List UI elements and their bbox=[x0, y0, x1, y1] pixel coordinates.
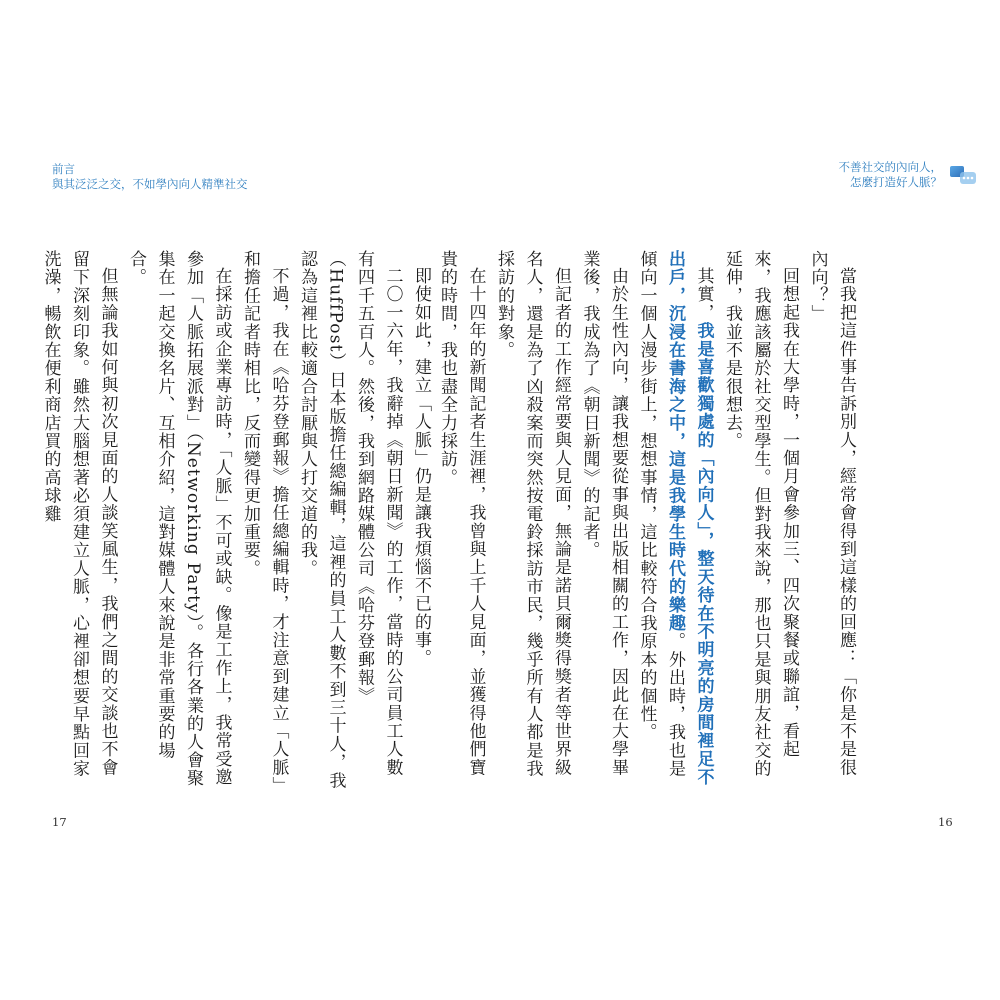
paragraph: 在十四年的新聞記者生涯裡，我曾與上千人見面，並獲得他們寶貴的時間，我也盡全力採訪。 bbox=[437, 250, 486, 777]
chapter-subtitle: 與其泛泛之交，不如學內向人精準社交 bbox=[52, 177, 248, 191]
speech-bubble-icon bbox=[948, 160, 982, 194]
paragraph: 回想起我在大學時，一個月會參加三、四次聚餐或聯誼，看起來，我應該屬於社交型學生。但對我來說，那也只是與朋友社交的延伸，我並不是很想去。 bbox=[722, 250, 799, 778]
right-running-header bbox=[839, 160, 943, 190]
paragraph: 但無論我如何與初次見面的人談笑風生，我們之間的交談也不會留下深刻印象。雖然大腦想著必須建立人脈，心裡卻想要早點回家洗澡，暢飲在便利商店買的高球雞 bbox=[40, 250, 118, 778]
highlighted-text: 我是喜歡獨處的「內向人」，整天待在不明亮的房間裡足不出戶，沉浸在書海之中，這是我學生時代的樂趣 bbox=[665, 250, 714, 787]
page-number-left: 17 bbox=[52, 815, 67, 829]
paragraph: 由於生性內向，讓我想要從事與出版相關的工作，因此在大學畢業後，我成為了《朝日新聞》的記者。 bbox=[579, 250, 628, 777]
right-page-body bbox=[437, 250, 860, 790]
text-run: 其實， bbox=[693, 267, 714, 322]
paragraph: 二〇一六年，我辭掉《朝日新聞》的工作，當時的公司員工人數有四千五百人。然後，我到網路媒體公司《哈芬登郵報》（HuffPost）日本版擔任總編輯，這裡的員工人數不到三十人，我認為這裡比較適合討厭與人打交道的我。 bbox=[297, 250, 403, 790]
paragraph: 即使如此，建立「人脈」仍是讓我煩惱不已的事。 bbox=[411, 267, 431, 668]
paragraph: 但記者的工作經常要與人見面，無論是諾貝爾獎得獎者等世界級名人，還是為了凶殺案而突然按電鈴採訪市民，幾乎所有人都是我採訪的對象。 bbox=[494, 250, 571, 778]
paragraph: 當我把這件事告訴別人，經常會得到這樣的回應：「你是不是很內向？」 bbox=[807, 250, 856, 777]
left-page-body bbox=[40, 250, 435, 790]
paragraph-with-highlight bbox=[632, 250, 718, 790]
paragraph: 不過，我在《哈芬登郵報》擔任總編輯時，才注意到建立「人脈」和擔任記者時相比，反而變得更加重要。 bbox=[240, 250, 289, 787]
page-number-right: 16 bbox=[938, 815, 953, 829]
section-title-line1: 不善社交的內向人， bbox=[838, 160, 942, 174]
text-run: 。外出時，我也是傾向一個人漫步街上，想想事情，這比較符合我原本的個性。 bbox=[636, 250, 685, 778]
chapter-label: 前言 bbox=[52, 162, 75, 176]
left-running-header bbox=[52, 162, 248, 192]
section-title-line2: 怎麼打造好人脈？ bbox=[850, 175, 942, 189]
paragraph: 在採訪或企業專訪時，「人脈」不可或缺。像是工作上，我常受邀參加「人脈拓展派對」（Networking Party）。各行各業的人會聚集在一起交換名片、互相介紹，這對媒體人來說是非常重要的場合。 bbox=[126, 250, 232, 788]
